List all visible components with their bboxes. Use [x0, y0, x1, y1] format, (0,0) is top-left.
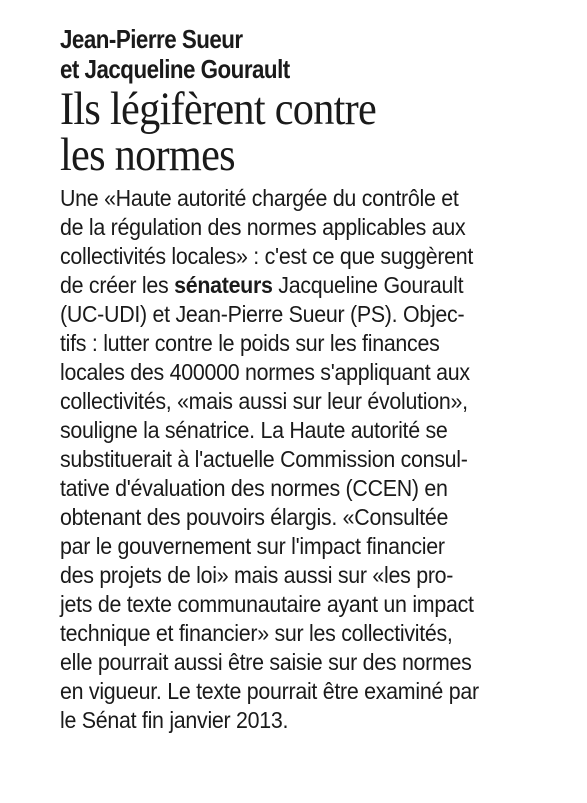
body-line [60, 445, 534, 474]
body-text-segment: jets de texte communautaire ayant un impact [60, 591, 474, 617]
body-text-segment: des projets de loi» mais aussi sur «les pro- [60, 562, 454, 588]
article-body [60, 184, 570, 735]
body-line [60, 677, 534, 706]
body-line [60, 503, 534, 532]
headline-line: Ils légifèrent contre [60, 83, 377, 135]
kicker-line: et Jacqueline Gourault [60, 54, 290, 84]
body-line [60, 300, 534, 329]
kicker-line: Jean-Pierre Sueur [60, 24, 243, 54]
body-text-segment: en vigueur. Le texte pourrait être examiné par [60, 678, 479, 704]
body-text-segment: tifs : lutter contre le poids sur les finances [60, 330, 440, 356]
article [60, 24, 570, 735]
body-line [60, 329, 534, 358]
headline [60, 83, 519, 181]
body-text-segment: elle pourrait aussi être saisie sur des normes [60, 649, 472, 675]
body-line [60, 213, 534, 242]
body-text-segment: de la régulation des normes applicables aux [60, 214, 466, 240]
body-line [60, 561, 534, 590]
body-line [60, 184, 534, 213]
body-line [60, 387, 534, 416]
body-text-segment: obtenant des pouvoirs élargis. «Consultée [60, 504, 449, 530]
body-text-segment: collectivités, «mais aussi sur leur évolution», [60, 388, 468, 414]
body-line [60, 648, 534, 677]
kicker [60, 24, 570, 84]
body-text-segment: le Sénat fin janvier 2013. [60, 707, 289, 733]
body-line [60, 416, 534, 445]
body-text-segment: collectivités locales» : c'est ce que suggèrent [60, 243, 474, 269]
body-text-segment: technique et financier» sur les collectivités, [60, 620, 453, 646]
body-text-segment: Jacqueline Gourault [272, 272, 464, 298]
body-line [60, 619, 534, 648]
body-line [60, 532, 534, 561]
body-text-segment: souligne la sénatrice. La Haute autorité se [60, 417, 448, 443]
body-text-segment: de créer les [60, 272, 175, 298]
body-text-segment: locales des 400000 normes s'appliquant aux [60, 359, 470, 385]
body-text-segment: Une «Haute autorité chargée du contrôle et [60, 185, 459, 211]
body-line [60, 706, 534, 735]
body-line [60, 474, 534, 503]
headline-line: les normes [60, 129, 235, 181]
body-text-segment: par le gouvernement sur l'impact financier [60, 533, 445, 559]
body-text-segment: substituerait à l'actuelle Commission consul- [60, 446, 468, 472]
body-line [60, 271, 534, 300]
body-line [60, 242, 534, 271]
body-emphasis: sénateurs [174, 272, 273, 298]
body-text-segment: tative d'évaluation des normes (CCEN) en [60, 475, 448, 501]
body-line [60, 590, 534, 619]
body-text-segment: (UC-UDI) et Jean-Pierre Sueur (PS). Objec- [60, 301, 465, 327]
body-line [60, 358, 534, 387]
